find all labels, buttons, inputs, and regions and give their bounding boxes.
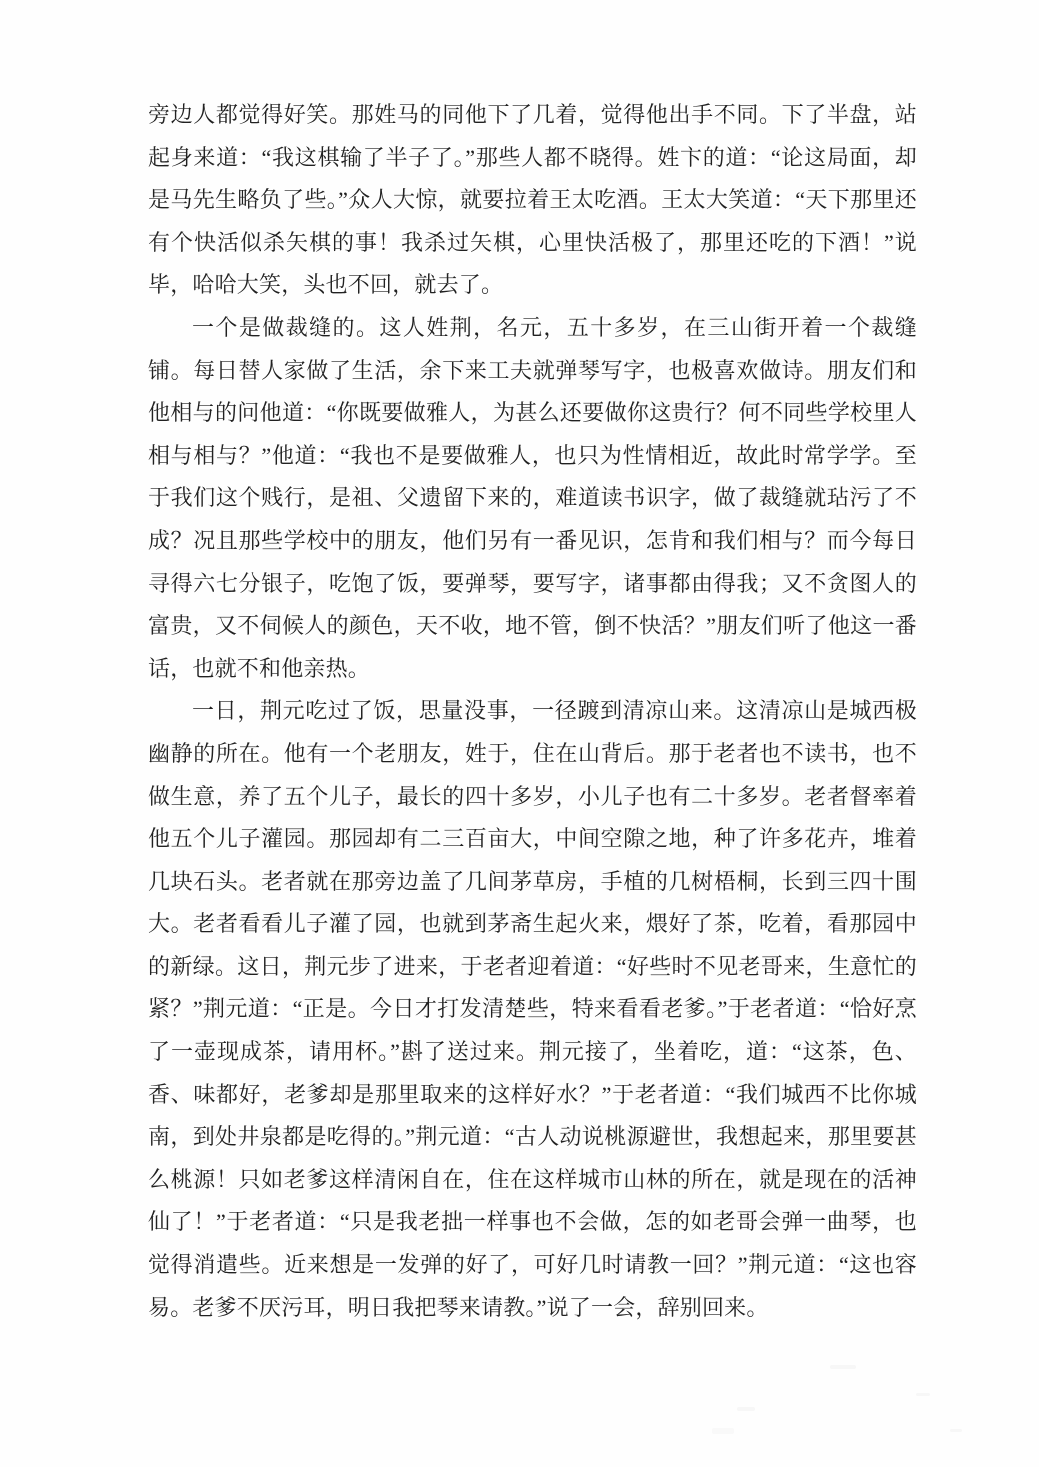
faint-smudge (950, 1429, 962, 1432)
faint-smudge (830, 1365, 856, 1369)
paragraph-qingliang-mountain: 一日，荆元吃过了饭，思量没事，一径踱到清凉山来。这清凉山是城西极幽静的所在。他有一个老朋友，姓于，住在山背后。那于老者也不读书，也不做生意，养了五个儿子，最长的四十多岁，小儿子也有二十多岁。老者督率着他五个儿子灌园。那园却有二三百亩大，中间空隙之地，种了许多花卉，堆着几块石头。老者就在那旁边盖了几间茅草房，手植的几树梧桐，长到三四十围大。老者看看儿子灌了园，也就到茅斋生起火来，煨好了茶，吃着，看那园中的新绿。这日，荆元步了进来，于老者迎着道：“好些时不见老哥来，生意忙的紧？”荆元道：“正是。今日才打发清楚些，特来看看老爹。”于老者道：“恰好烹了一壶现成茶，请用杯。”斟了送过来。荆元接了，坐着吃，道：“这茶，色、香、味都好，老爹却是那里取来的这样好水？”于老者道：“我们城西不比你城南，到处井泉都是吃得的。”荆元道：“古人动说桃源避世，我想起来，那里要甚么桃源！只如老爹这样清闲自在，住在这样城市山林的所在，就是现在的活神仙了！”于老者道：“只是我老拙一样事也不会做，怎的如老哥会弹一曲琴，也觉得消遣些。近来想是一发弹的好了，可好几时请教一回？”荆元道：“这也容易。老爹不厌污耳，明日我把琴来请教。”说了一会，辞别回来。 (148, 698, 917, 1320)
text-block (148, 94, 917, 1329)
paragraph-continuation: 旁边人都觉得好笑。那姓马的同他下了几着，觉得他出手不同。下了半盘，站起身来道：“我这棋输了半子了。”那些人都不晓得。姓卞的道：“论这局面，却是马先生略负了些。”众人大惊，就要拉着王太吃酒。王太大笑道：“天下那里还有个快活似杀矢棋的事！我杀过矢棋，心里快活极了，那里还吃的下酒！”说毕，哈哈大笑，头也不回，就去了。 (148, 102, 917, 298)
faint-smudge (712, 1428, 734, 1434)
paragraph-tailor-intro: 一个是做裁缝的。这人姓荆，名元，五十多岁，在三山街开着一个裁缝铺。每日替人家做了生活，余下来工夫就弹琴写字，也极喜欢做诗。朋友们和他相与的问他道：“你既要做雅人，为甚么还要做你这贵行？何不同些学校里人相与相与？”他道：“我也不是要做雅人，也只为性情相近，故此时常学学。至于我们这个贱行，是祖、父遗留下来的，难道读书识字，做了裁缝就玷污了不成？况且那些学校中的朋友，他们另有一番见识，怎肯和我们相与？而今每日寻得六七分银子，吃饱了饭，要弹琴，要写字，诸事都由得我；又不贪图人的富贵，又不伺候人的颜色，天不收，地不管，倒不快活？”朋友们听了他这一番话，也就不和他亲热。 (148, 314, 917, 681)
faint-smudge (916, 1393, 930, 1396)
faint-smudge (737, 1407, 755, 1411)
